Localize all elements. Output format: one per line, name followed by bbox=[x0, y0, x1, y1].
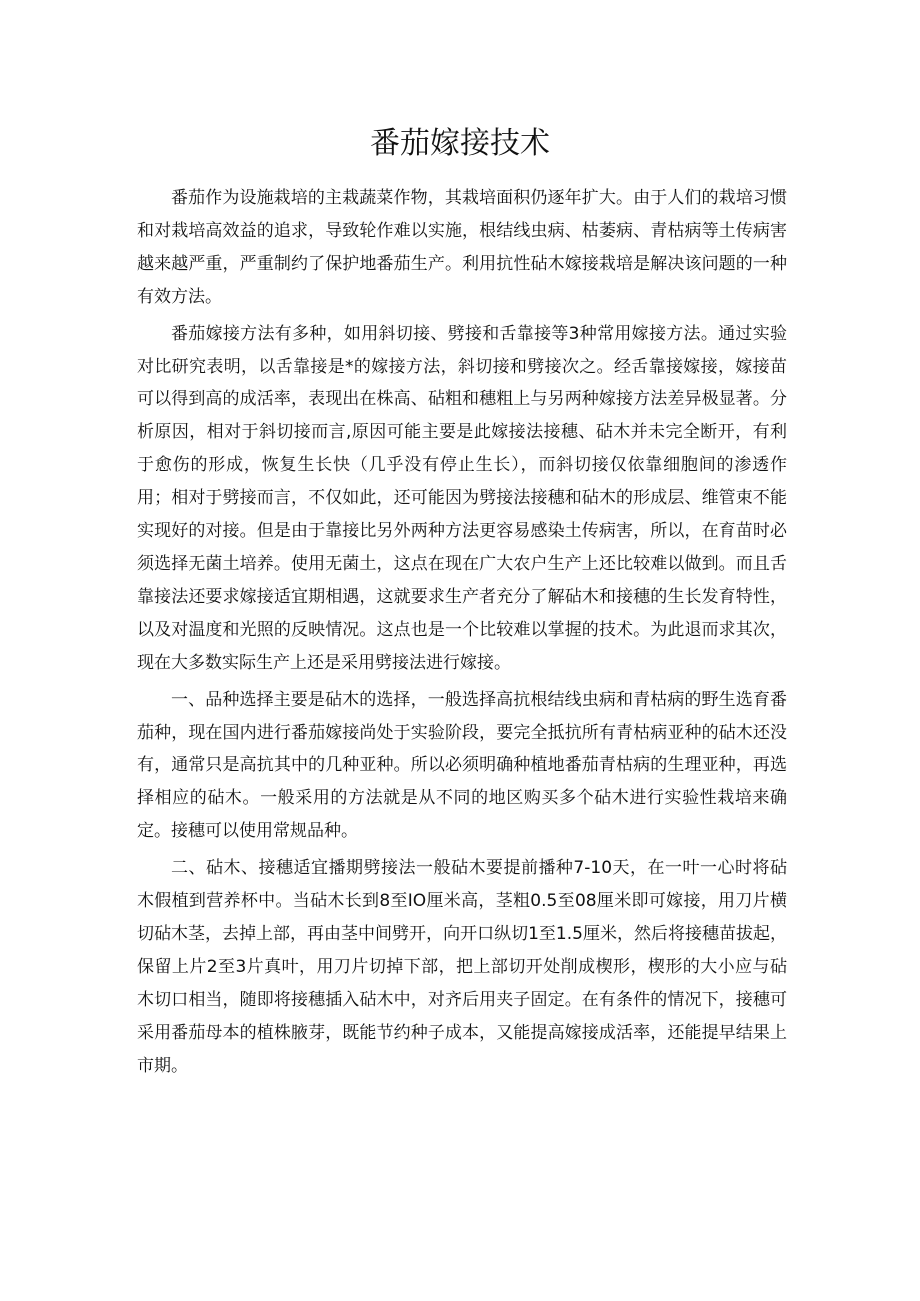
paragraph-intro: 番茄作为设施栽培的主栽蔬菜作物，其栽培面积仍逐年扩大。由于人们的栽培习惯和对栽培高效益的追求，导致轮作难以实施，根结线虫病、枯萎病、青枯病等土传病害越来越严重，严重制约了保护地番茄生产。利用抗性砧木嫁接栽培是解决该问题的一种有效方法。 bbox=[137, 188, 787, 307]
paragraph-methods: 番茄嫁接方法有多种，如用斜切接、劈接和舌靠接等3种常用嫁接方法。通过实验对比研究表明，以舌靠接是*的嫁接方法，斜切接和劈接次之。经舌靠接嫁接，嫁接苗可以得到高的成活率，表现出在株高、砧粗和穗粗上与另两种嫁接方法差异极显著。分析原因，相对于斜切接而言,原因可能主要是此嫁接法接穗、砧木并未完全断开，有利于愈伤的形成，恢复生长快（几乎没有停止生长），而斜切接仅依靠细胞间的渗透作用；相对于劈接而言，不仅如此，还可能因为劈接法接穗和砧木的形成层、维管束不能实现好的对接。但是由于靠接比另外两种方法更容易感染土传病害，所以，在育苗时必须选择无菌土培养。使用无菌土，这点在现在广大农户生产上还比较难以做到。而且舌靠接法还要求嫁接适宜期相遇，这就要求生产者充分了解砧木和接穗的生长发育特性，以及对温度和光照的反映情况。这点也是一个比较难以掌握的技术。为此退而求其次，现在大多数实际生产上还是采用劈接法进行嫁接。 bbox=[137, 323, 787, 673]
paragraph-variety-selection: 一、品种选择主要是砧木的选择，一般选择高抗根结线虫病和青枯病的野生选育番茄种，现在国内进行番茄嫁接尚处于实验阶段，要完全抵抗所有青枯病亚种的砧木还没有，通常只是高抗其中的几种亚种。所以必须明确种植地番茄青枯病的生理亚种，再选择相应的砧木。一般采用的方法就是从不同的地区购买多个砧木进行实验性栽培来确定。接穗可以使用常规品种。 bbox=[137, 689, 787, 842]
document-body bbox=[137, 182, 787, 1086]
paragraph-sowing-period: 二、砧木、接穗适宜播期劈接法一般砧木要提前播种7-10天，在一叶一心时将砧木假植到营养杯中。当砧木长到8至IO厘米高，茎粗0.5至08厘米即可嫁接，用刀片横切砧木茎，去掉上部，再由茎中间劈开，向开口纵切1至1.5厘米，然后将接穗苗拔起，保留上片2至3片真叶，用刀片切掉下部，把上部切开处削成楔形，楔形的大小应与砧木切口相当，随即将接穗插入砧木中，对齐后用夹子固定。在有条件的情况下，接穗可采用番茄母本的植株腋芽，既能节约种子成本，又能提高嫁接成活率，还能提早结果上市期。 bbox=[137, 858, 787, 1076]
document-title: 番茄嫁接技术 bbox=[370, 126, 550, 161]
